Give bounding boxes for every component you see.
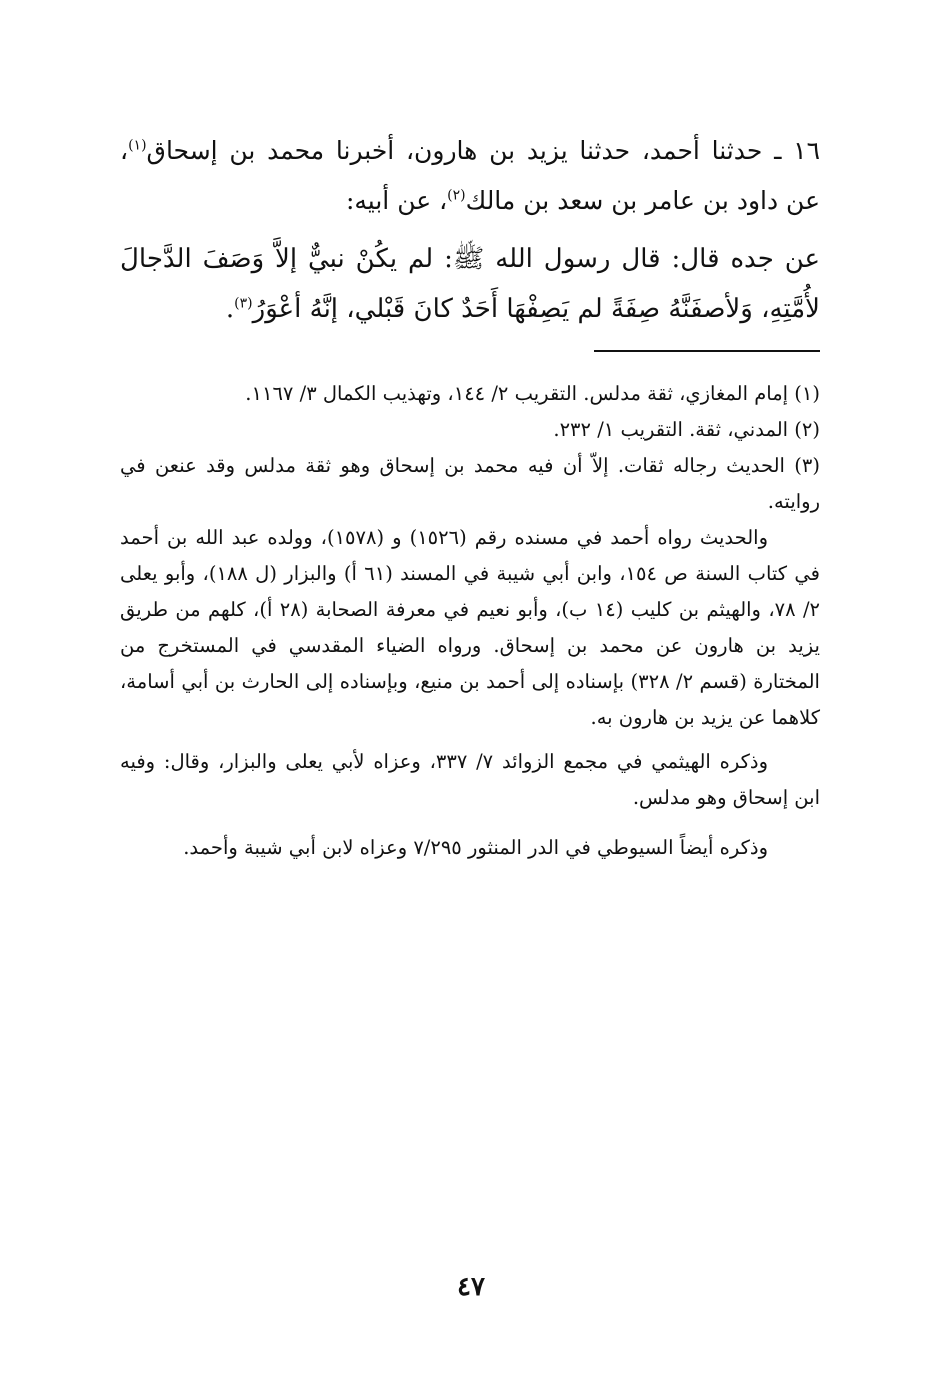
footnote-marker-3: (٣) — [234, 295, 253, 312]
footnote-2: (٢) المدني، ثقة. التقريب ١/ ٢٣٢. — [553, 418, 820, 441]
page-number: ٤٧ — [457, 1272, 485, 1302]
matn-end: . — [225, 294, 235, 324]
matn-intro: عن جده قال: قال رسول الله ﷺ: — [433, 244, 820, 274]
footnote-1: (١) إمام المغازي، ثقة مدلس. التقريب ٢/ ١٤٤، وتهذيب الكمال ٣/ ١١٦٧. — [245, 382, 820, 405]
hadith-number: ١٦ ـ — [774, 136, 820, 165]
footnote-3: (٣) الحديث رجاله ثقات. إلاّ أن فيه محمد بن إسحاق وهو ثقة مدلس وقد عنعن في روايته. — [120, 454, 820, 513]
footnote-marker-2: (٢) — [447, 187, 466, 204]
isnad-text-2: ، عن داود بن عامر بن سعد بن مالك — [120, 136, 820, 215]
footnotes — [120, 376, 820, 866]
footnote-marker-1: (١) — [128, 137, 147, 154]
commentary-1: والحديث رواه أحمد في مسنده رقم (١٥٢٦) و (١٥٧٨)، وولده عبد الله بن أحمد في كتاب السنة ص ١٥٤، وابن أبي شيبة في المسند (٦١ أ) والبزار (ل ١٨٨)، وأبو يعلى ٢/ ٧٨، والهيثم بن كليب (١٤ ب)، وأبو نعيم في معرفة الصحابة (٢٨ أ)، كلهم من طريق يزيد بن هارون عن محمد بن إسحاق. ورواه الضياء المقدسي في المستخرج من المختارة (قسم ٢/ ٣٢٨) بإسناده إلى أحمد بن منيع، وبإسناده إلى الحارث بن أبي أسامة، كلاهما عن يزيد بن هارون به. — [120, 526, 820, 729]
commentary-3: وذكره أيضاً السيوطي في الدر المنثور ٧/٢٩٥ وعزاه لابن أبي شيبة وأحمد. — [183, 836, 768, 859]
commentary-2: وذكره الهيثمي في مجمع الزوائد ٧/ ٣٣٧، وعزاه لأبي يعلى والبزار، وقال: وفيه ابن إسحاق وهو مدلس. — [120, 750, 820, 809]
matn-text: لم يكُنْ نبيٌّ إلاَّ وَصَفَ الدَّجالَ لأُمَّتِهِ، وَلأصفَنَّهُ صِفَةً لم يَصِفْهَا أَحَدٌ كانَ قَبْلي، إنَّهُ أعْوَرُ — [120, 244, 820, 324]
hadith-matn — [120, 234, 820, 334]
isnad-text-3: ، عن أبيه: — [345, 186, 448, 215]
isnad-text-1: حدثنا أحمد، حدثنا يزيد بن هارون، أخبرنا محمد بن إسحاق — [146, 136, 763, 165]
hadith-isnad — [120, 126, 820, 226]
footnote-divider — [594, 350, 820, 352]
